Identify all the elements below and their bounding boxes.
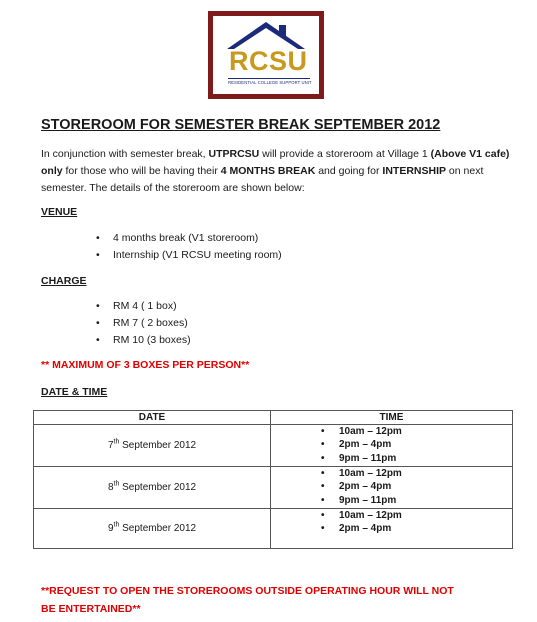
date-rest: September 2012 — [119, 440, 197, 451]
logo-subtitle: RESIDENTIAL COLLEGE SUPPORT UNIT — [228, 80, 312, 85]
logo-text: RCSU — [229, 46, 308, 76]
page-title: STOREROOM FOR SEMESTER BREAK SEPTEMBER 2012 — [41, 117, 441, 133]
intro-text: and going for — [315, 165, 383, 177]
time-slot: • 2pm – 4pm — [321, 480, 512, 493]
date-column-header: DATE — [34, 411, 271, 425]
maximum-boxes-note: ** MAXIMUM OF 3 BOXES PER PERSON** — [41, 359, 250, 371]
charge-heading: CHARGE — [41, 275, 87, 287]
time-cell — [271, 425, 513, 467]
schedule-table — [33, 410, 513, 549]
date-suffix: th — [113, 480, 120, 488]
intro-bold: (Above V1 cafe) only — [41, 148, 510, 177]
date-day: 8 — [107, 482, 114, 493]
venue-heading: VENUE — [41, 206, 78, 218]
intro-text: for those who will be having their — [62, 165, 221, 177]
time-slot: • 2pm – 4pm — [321, 438, 512, 451]
venue-list — [96, 230, 282, 264]
list-item: • RM 10 (3 boxes) — [96, 332, 191, 349]
time-cell — [271, 467, 513, 509]
time-slot: • 9pm – 11pm — [321, 452, 512, 465]
date-rest: September 2012 — [119, 482, 197, 493]
list-item: • 4 months break (V1 storeroom) — [96, 230, 282, 247]
date-cell — [34, 467, 271, 509]
date-cell — [34, 425, 271, 467]
intro-paragraph — [41, 146, 511, 197]
time-cell — [271, 509, 513, 549]
intro-text: In conjunction with semester break, — [41, 148, 209, 160]
rcsu-logo — [208, 11, 324, 99]
date-suffix: th — [113, 438, 120, 446]
datetime-heading: DATE & TIME — [41, 386, 108, 398]
intro-bold: 4 MONTHS BREAK — [220, 165, 316, 177]
list-item: • RM 4 ( 1 box) — [96, 298, 191, 315]
time-slot: • 2pm – 4pm — [321, 522, 512, 535]
time-slot: • 9pm – 11pm — [321, 494, 512, 507]
table-header-row — [34, 411, 513, 425]
date-rest: September 2012 — [119, 523, 197, 534]
charge-list — [96, 298, 191, 349]
time-slot: • 10am – 12pm — [321, 467, 512, 480]
time-slot: • 10am – 12pm — [321, 425, 512, 438]
request-note: **REQUEST TO OPEN THE STOREROOMS OUTSIDE OPERATING HOUR WILL NOT BE ENTERTAINED** — [41, 585, 454, 615]
table-row — [34, 467, 513, 509]
intro-text: will provide a storeroom at Village 1 — [259, 148, 431, 160]
intro-bold: INTERNSHIP — [382, 165, 447, 177]
list-item: • RM 7 ( 2 boxes) — [96, 315, 191, 332]
date-suffix: th — [113, 521, 120, 529]
table-row — [34, 509, 513, 549]
list-item: • Internship (V1 RCSU meeting room) — [96, 247, 282, 264]
intro-text: on next semester. The details of the storeroom are shown below: — [41, 165, 484, 194]
time-slot: • 10am – 12pm — [321, 509, 512, 522]
date-day: 9 — [107, 523, 114, 534]
time-column-header: TIME — [271, 411, 513, 425]
date-cell — [34, 509, 271, 549]
intro-bold: UTPRCSU — [208, 148, 260, 160]
table-row — [34, 425, 513, 467]
date-day: 7 — [107, 440, 114, 451]
